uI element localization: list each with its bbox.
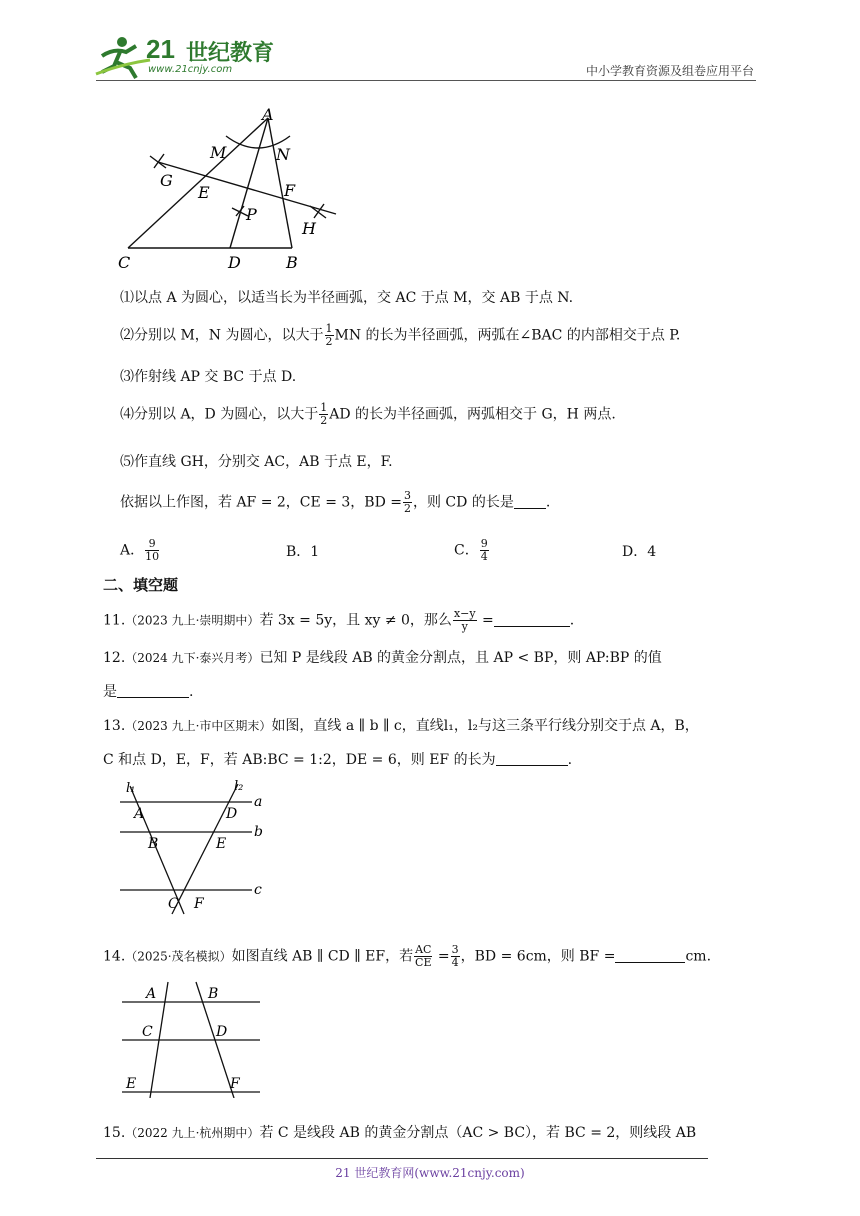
question-13-line2: C 和点 D，E，F，若 AB:BC = 1:2，DE = 6，则 EF 的长为 .: [103, 752, 573, 768]
section-title: 二、填空题: [103, 576, 179, 594]
fraction-half-2: $\frac{1}{2}$: [320, 401, 328, 427]
step-4: [120, 402, 616, 427]
svg-text:E: E: [126, 1076, 137, 1092]
step-3: ⑶作射线 AP 交 BC 于点 D.: [120, 369, 297, 385]
logo-text: 世纪教育: [186, 41, 275, 66]
svg-text:F: F: [194, 896, 204, 912]
step-1: ⑴以点 A 为圆心，以适当长为半径画弧，交 AC 于点 M，交 AB 于点 N.: [120, 290, 574, 306]
label-N: N: [276, 145, 290, 164]
svg-text:l₁: l₁: [126, 781, 136, 796]
step-2-text-a: ⑵分别以 M，N 为圆心，以大于: [120, 327, 324, 344]
svg-text:C: C: [142, 1024, 153, 1040]
step-4-text-b: AD 的长为半径画弧，两弧相交于 G，H 两点.: [329, 406, 616, 423]
question-10-stem: 依据以上作图，若 AF = 2，CE = 3，BD = $\frac{3}{2}$ ，则 CD 的长是 .: [120, 489, 551, 515]
svg-text:E: E: [216, 836, 227, 852]
option-D[interactable]: D．4: [622, 544, 657, 560]
step-5: ⑸作直线 GH，分别交 AC，AB 于点 E，F.: [120, 454, 393, 470]
question-12-line2: 是 .: [103, 684, 194, 700]
option-B[interactable]: B．1: [286, 544, 320, 560]
svg-text:B: B: [148, 836, 159, 852]
step-2: [120, 323, 680, 348]
fraction-half: $\frac{1}{2}$: [325, 322, 333, 348]
svg-text:c: c: [254, 882, 262, 898]
fraction-three-halves: $\frac{3}{2}$: [403, 489, 411, 515]
label-E: E: [198, 183, 210, 202]
svg-text:A: A: [146, 986, 157, 1002]
answer-blank[interactable]: [494, 612, 570, 627]
logo-url: www.21cnjy.com: [148, 64, 233, 75]
answer-blank[interactable]: [615, 948, 685, 963]
question-15: 15.（2022 九上·杭州期中）若 C 是线段 AB 的黄金分割点（AC > BC），若 BC = 2，则线段 AB: [103, 1125, 697, 1141]
label-G: G: [160, 171, 173, 190]
option-C[interactable]: C． $\frac{9}{4}$: [454, 537, 488, 563]
label-D: D: [228, 253, 241, 272]
svg-text:b: b: [254, 824, 263, 840]
parallel-lines-figure-14: [116, 980, 266, 1098]
question-11: 11.（2023 九上·崇明期中）若 3x = 5y，且 xy ≠ 0，那么 $\frac{x-y}{y}$ = .: [103, 607, 575, 633]
triangle-construction-figure: [110, 104, 350, 274]
label-F: F: [284, 181, 296, 200]
answer-blank[interactable]: [514, 494, 546, 509]
svg-text:F: F: [230, 1076, 240, 1092]
runner-logo-icon: [92, 34, 152, 80]
svg-text:C: C: [168, 896, 179, 912]
option-A[interactable]: A． $\frac{9}{10}$: [120, 537, 160, 563]
step-4-text-a: ⑷分别以 A，D 为圆心，以大于: [120, 406, 319, 423]
header-divider: [96, 80, 756, 81]
footer-text: 21 世纪教育网(www.21cnjy.com): [335, 1166, 525, 1180]
step-2-text-b: MN 的长为半径画弧，两弧在∠BAC 的内部相交于点 P.: [334, 327, 681, 344]
label-A: A: [262, 105, 274, 124]
label-M: M: [210, 143, 227, 162]
footer-divider: [96, 1158, 708, 1159]
svg-text:l₂: l₂: [234, 779, 244, 794]
question-13: 13.（2023 九上·市中区期末）如图，直线 a ∥ b ∥ c，直线l₁，l₂与这三条平行线分别交于点 A，B，: [103, 718, 699, 734]
header-platform-text: 中小学教育资源及组卷应用平台: [585, 64, 754, 78]
label-C: C: [118, 253, 131, 272]
label-P: P: [246, 205, 257, 224]
svg-text:D: D: [226, 806, 238, 822]
svg-text:D: D: [216, 1024, 228, 1040]
label-B: B: [286, 253, 298, 272]
svg-text:A: A: [134, 806, 145, 822]
logo-number: 21: [146, 34, 175, 64]
question-12: 12.（2024 九下·泰兴月考）已知 P 是线段 AB 的黄金分割点，且 AP < BP，则 AP:BP 的值: [103, 650, 662, 666]
label-H: H: [302, 219, 316, 238]
answer-blank[interactable]: [496, 751, 568, 766]
svg-text:B: B: [208, 986, 219, 1002]
parallel-lines-figure-13: [112, 776, 272, 918]
question-14: 14.（2025·茂名模拟）如图直线 AB ∥ CD ∥ EF，若 $\frac{AC}{CE}$ = $\frac{3}{4}$ ，BD = 6cm，则 BF = cm.: [103, 943, 712, 969]
svg-text:a: a: [254, 794, 263, 810]
answer-blank[interactable]: [117, 683, 189, 698]
